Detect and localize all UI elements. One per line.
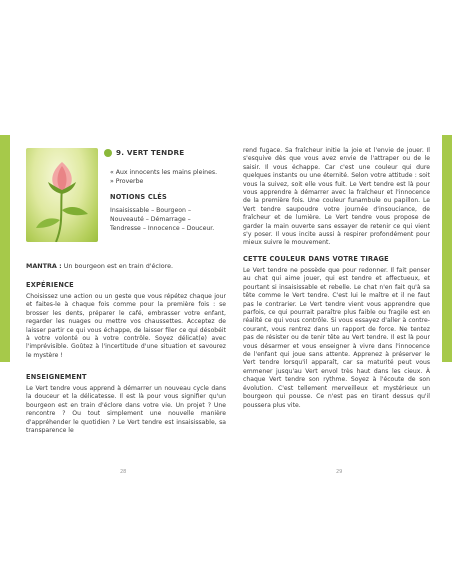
experience-heading: EXPÉRIENCE [26, 281, 74, 289]
keywords-heading: NOTIONS CLÉS [110, 193, 167, 201]
intro-text: rend fugace. Sa fraîcheur initie la joie et l'envie de jouer. Il s'esquive dès que vous avez envie de l'attraper ou de le saisir. Il vous échappe. Car c'est une couleur qui dure quelques instants ou une éternité. Selon votre attitude : soit vous la suivez, soit elle vous fuit. Le Vert tendre est là pour vous apprendre à démarrer avec la fraîcheur et l'innocence de la première fois. Une couleur funambule ou papillon. Le Vert tendre saupoudre votre journée d'insouciance, de fraîcheur et de lumière. Le Vert tendre vous propose de garder la main ouverte sans essayer de retenir ce qui vient s'y poser. Il vous incite aussi à respirer profondément pour mieux suivre le mouvement. [243, 147, 430, 247]
page-number-right: 29 [336, 469, 343, 475]
teaching-heading: ENSEIGNEMENT [26, 373, 87, 381]
mantra-text: Un bourgeon est en train d'éclore. [61, 262, 174, 270]
teaching-text: Le Vert tendre vous apprend à démarrer un nouveau cycle dans la douceur et la délicatesse. Il est là pour vous signifier qu'un bourgeon est en train d'éclore dans votre vie. Un projet ? Une rencontre ? Ou tout simplement une nouvelle manière d'appréhender le quotidien ? Le Vert tendre est insaisissable, sa transparence le [26, 385, 226, 435]
mantra-label: MANTRA : [26, 262, 62, 270]
green-dot-icon [104, 149, 112, 157]
rosebud-illustration [26, 148, 98, 242]
color-title [104, 148, 184, 157]
color-title-text: 9. VERT TENDRE [116, 148, 185, 157]
left-edge-tab [0, 135, 10, 362]
experience-text: Choisissez une action ou un geste que vous répétez chaque jour et faites-le à chaque fois comme pour la première fois : se brosser les dents, préparer le café, embrasser votre enfant, regarder les nuages ou mettre vos chaussettes. Acceptez de laisser partir ce qui vous échappe, de laisser filer ce qui désobéit à votre volonté ou à votre contrôle. Soyez délicat(e) avec l'imprévisible. Goûtez à l'incertitude d'une situation et savourez le mystère ! [26, 293, 226, 359]
mantra [26, 262, 226, 270]
right-edge-tab [442, 135, 452, 362]
page-number-left: 28 [120, 469, 127, 475]
proverb-quote: « Aux innocents les mains pleines. » Proverbe [110, 169, 218, 185]
draw-text: Le Vert tendre ne possède que pour redonner. Il fait penser au chat qui aime jouer, qui est tendre et affectueux, et pourtant si insaisissable et rebelle. Le chat n'en fait qu'à sa tête comme le Vert tendre. C'est lui le maître et il ne faut pas le contrarier. Le Vert tendre vient vous apprendre que parfois, ce qui pourrait paraître plus faible ou fragile est en réalité ce qui vous contrôle. Si vous essayez d'aller à contre-courant, vous rentrez dans un rapport de force. Ne tentez pas de résister ou de tenir tête au Vert tendre. Il est là pour vous désarmer et vous enseigner à vivre dans l'innocence de l'enfant qui joue sans attente. Apprenez à préserver le Vert tendre lorsqu'il apparaît, car sa maturité peut vous emmener jusqu'au Vert envol très haut dans les cieux. À chaque Vert tendre son rythme. Soyez à l'écoute de son évolution. C'est tellement merveilleux et mystérieux un bourgeon qui pousse. Ce n'est pas en tirant dessus qu'il poussera plus vite. [243, 267, 430, 409]
keywords-list: Insaisissable – Bourgeon – Nouveauté – Démarrage – Tendresse – Innocence – Douceur. [110, 207, 215, 232]
draw-heading: CETTE COULEUR DANS VOTRE TIRAGE [243, 255, 389, 263]
